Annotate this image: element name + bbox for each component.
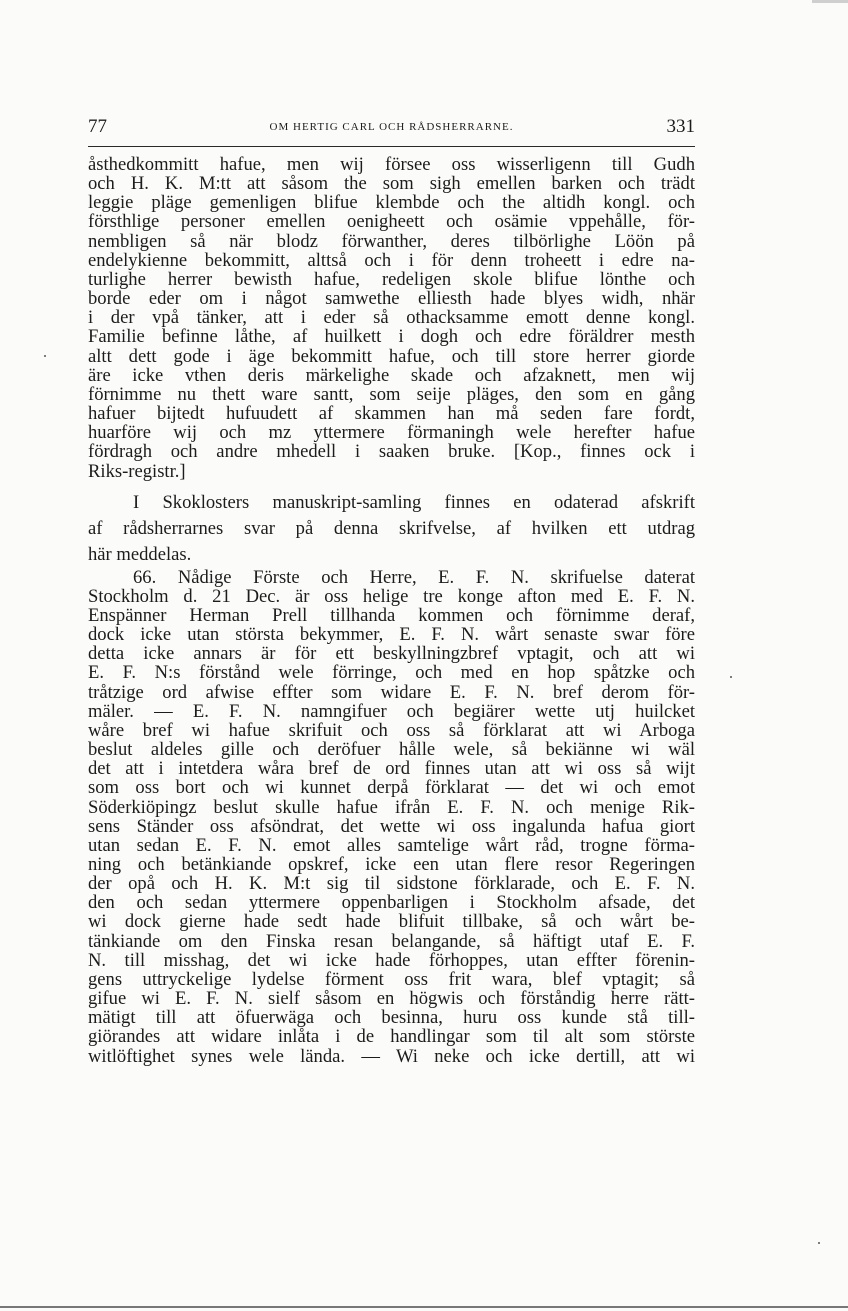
text-line: leggie pläge gemenligen blifue klembde och the altidh kongl. och [88, 192, 695, 214]
text-line: borde eder om i något samwethe elliesth hade blyes widh, nhär [88, 288, 695, 310]
text-line: 66. Nådige Förste och Herre, E. F. N. skrifuelse daterat [133, 566, 695, 588]
text-line: försthlige personer emellen oenigheett och osämie vppehålle, för- [88, 211, 695, 233]
text-line: nembligen så när blodz förwanther, deres tilbörlighe Löön på [88, 230, 695, 252]
paragraph-letter-text [88, 155, 695, 481]
text-line: sens Ständer oss afsöndrat, det wette wi oss ingalunda hafua giort [88, 815, 695, 837]
text-line: giörandes att widare inlåta i de handlingar som til alt som störste [88, 1026, 695, 1048]
scan-speck [818, 1242, 820, 1244]
scan-edge-mark [812, 0, 848, 3]
text-line: E. F. N:s förstånd wele förringe, och med en hop spåtzke och [88, 662, 695, 684]
text-line: mätigt till att öfuerwäga och besinna, huru oss kunde stå till- [88, 1007, 695, 1029]
text-line: i der vpå tänker, att i eder så othacksamme emott denne kongl. [88, 307, 695, 329]
text-line: endelykienne bekommitt, alttså och i för denn troheett i edre na- [88, 249, 695, 271]
text-line: wi dock gierne hade sedt hade blifuit tillbake, så och wårt be- [88, 911, 695, 933]
text-line: ning och betänkiande opskref, icke een utan flere resor Regeringen [88, 854, 695, 875]
page-body [88, 155, 695, 1066]
text-line: fördragh och andre mhedell i saaken bruke. [Kop., finnes ock i [88, 441, 695, 463]
text-line: förnimme nu thett ware santt, som seije pläges, den som en gång [88, 383, 695, 405]
text-line: turlighe herrer bewisth hafue, redeligen skole blifue lönthe och [88, 268, 695, 290]
text-line: huarföre wij och mz yttermere förmaningh wele herefter hafue [88, 422, 695, 444]
text-line: beslut aldeles gille och deröfuer hålle wele, så bekiänne wi wäl [88, 739, 695, 761]
text-line: dock icke utan största bekymmer, E. F. N. wårt senaste swar före [88, 624, 695, 646]
text-line: detta icke annars är för ett beskyllningzbref vptagit, och att wi [88, 643, 695, 665]
text-line: den och sedan yttermere oppenbarligen i Stockholm afsade, det [88, 892, 695, 914]
text-line: som oss bort och wi kunnet derpå förklarat — det wi och emot [88, 777, 695, 799]
scan-speck [730, 676, 732, 678]
text-line: Enspänner Herman Prell tillhanda kommen och förnimme deraf, [88, 604, 695, 626]
paragraph-editorial-note [88, 490, 695, 568]
text-line: åsthedkommitt hafue, men wij försee oss wisserligenn till Gudh [88, 154, 695, 175]
text-line: Familie befinne låthe, af huilkett i dogh och edre föräldrer mesth [88, 326, 695, 348]
text-line: mäler. — E. F. N. namngifuer och begiärer wette utj huilcket [88, 700, 695, 722]
text-line: tråtzige ord afwise effter som widare E. F. N. bref derom för- [88, 681, 695, 703]
text-line: I Skoklosters manuskript-samling finnes en odaterad afskrift [133, 491, 695, 513]
header-title: OM HERTIG CARL OCH RÅDSHERRARNE. [269, 121, 514, 133]
text-line: gens uttryckelige lydelse förment oss frit wara, blef vptagit; så [88, 968, 695, 990]
scan-bottom-edge [0, 1306, 848, 1308]
text-line: af rådsherrarnes svar på denna skrifvelse, af hvilken ett utdrag [88, 517, 695, 539]
header-rule [88, 146, 695, 147]
text-line: gifue wi E. F. N. sielf såsom en högwis och förståndig herre rätt- [88, 988, 695, 1010]
text-line: utan sedan E. F. N. emot alles samtelige wårt råd, trogne förma- [88, 834, 695, 856]
text-line: här meddelas. [88, 543, 192, 565]
text-line: altt dett gode i äge bekommitt hafue, och till store herrer giorde [88, 345, 695, 367]
text-line: det att i intetdera wåra bref de ord finnes utan att wi oss så wijt [88, 758, 695, 780]
text-line: hafuer bijtedt hufuudett af skammen han må seden fare fordt, [88, 403, 695, 425]
header-left-number: 77 [88, 116, 107, 137]
text-line: tänkiande om den Finska resan belangande, så häftigt utaf E. F. [88, 930, 695, 952]
text-line: Stockholm d. 21 Dec. är oss helige tre konge afton med E. F. N. [88, 585, 695, 607]
text-line: Söderkiöpingz beslut skulle hafue ifrån E. F. N. och menige Rik- [88, 796, 695, 818]
text-line: N. till misshag, det wi icke hade förhoppes, utan effter förenin- [88, 949, 695, 971]
text-line: och H. K. M:tt att såsom the som sigh emellen barken och trädt [88, 173, 695, 195]
text-line: wåre bref wi hafue skrifuit och oss så förklarat att wi Arboga [88, 719, 695, 741]
text-line: äre icke vthen deris märkelighe skade och afzaknett, men wij [88, 364, 695, 386]
scan-speck [44, 355, 46, 357]
text-line: der opå och H. K. M:t sig til sidstone förklarade, och E. F. N. [88, 873, 695, 895]
text-line: witlöftighet synes wele lända. — Wi neke och icke dertill, att wi [88, 1045, 695, 1067]
running-header [88, 116, 695, 140]
paragraph-reply-66 [88, 568, 695, 1066]
text-line: Riks-registr.] [88, 460, 186, 482]
page-number: 331 [666, 116, 695, 137]
